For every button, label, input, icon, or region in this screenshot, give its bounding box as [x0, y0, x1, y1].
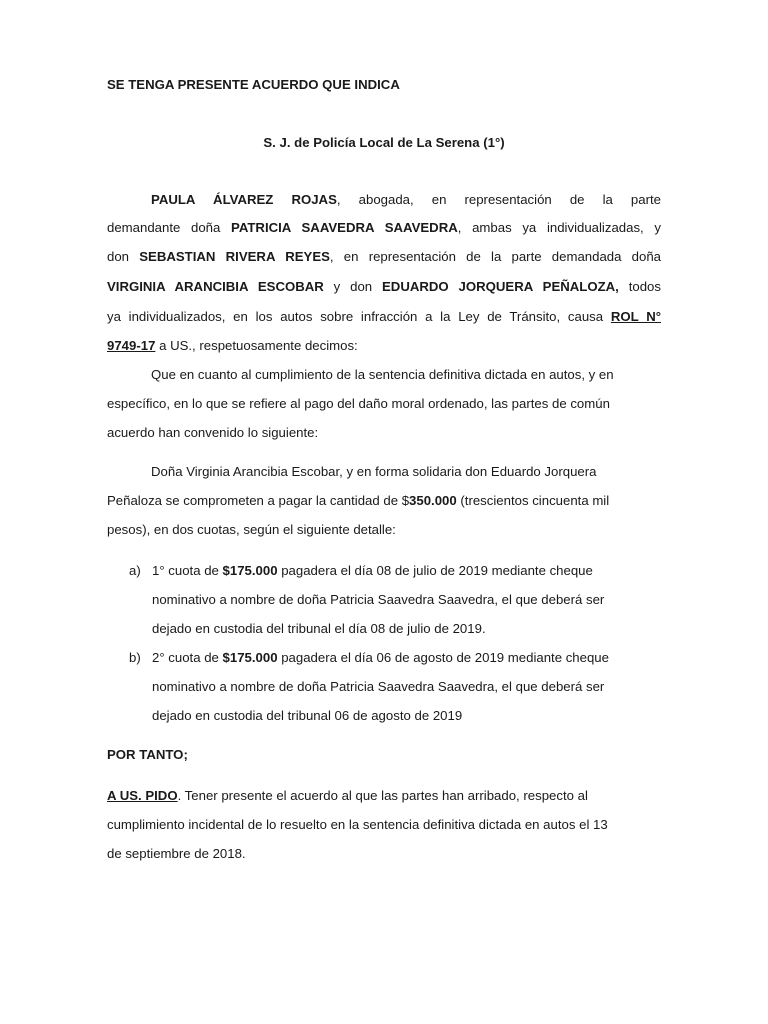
intro-line-2-text-a: demandante doña	[107, 220, 232, 235]
para2-line-1: Que en cuanto al cumplimiento de la sentencia definitiva dictada en autos, y en	[151, 367, 614, 382]
intro-line-6-text: a US., respetuosamente decimos:	[155, 338, 358, 353]
closing-line-2: cumplimiento incidental de lo resuelto en la sentencia definitiva dictada en autos el 13	[107, 817, 608, 832]
intro-line-2	[107, 220, 661, 236]
para3-line-3: pesos), en dos cuotas, según el siguiente detalle:	[107, 522, 396, 537]
para3-line-2-text-b: (trescientos cincuenta mil	[456, 493, 610, 508]
intro-line-4-text-end: todos	[618, 279, 661, 294]
defendant-name-1: VIRGINIA ARANCIBIA ESCOBAR	[107, 279, 324, 294]
court-heading: S. J. de Policía Local de La Serena (1°)	[263, 135, 505, 150]
defense-lawyer-name: SEBASTIAN RIVERA REYES	[139, 249, 330, 264]
item-b-line-1-text-b: pagadera el día 06 de agosto de 2019 mediante cheque	[277, 650, 609, 665]
item-b-line-2: nominativo a nombre de doña Patricia Saavedra Saavedra, el que deberá ser	[152, 679, 605, 694]
intro-line-5-text: ya individualizados, en los autos sobre infracción a la Ley de Tránsito, causa	[107, 309, 611, 324]
item-b-line-3: dejado en custodia del tribunal 06 de agosto de 2019	[152, 708, 463, 723]
intro-line-3-text-a: don	[107, 249, 140, 264]
intro-line-2-text-b: , ambas ya individualizadas, y	[457, 220, 661, 235]
defendant-name-2: EDUARDO JORQUERA PEÑALOZA,	[382, 279, 619, 294]
pido-label: A US. PIDO	[107, 788, 178, 803]
item-a-line-1-text-b: pagadera el día 08 de julio de 2019 mediante cheque	[277, 563, 593, 578]
intro-line-5	[107, 309, 661, 325]
item-a-line-3: dejado en custodia del tribunal el día 08 de julio de 2019.	[152, 621, 486, 636]
intro-line-3-text-b: , en representación de la parte demandada doña	[329, 249, 661, 264]
para3-line-2-text-a: Peñaloza se comprometen a pagar la cantidad de $	[107, 493, 410, 508]
document-title: SE TENGA PRESENTE ACUERDO QUE INDICA	[107, 77, 400, 92]
item-a-line-1	[152, 563, 593, 579]
para3-line-1: Doña Virginia Arancibia Escobar, y en forma solidaria don Eduardo Jorquera	[151, 464, 597, 479]
intro-line-4-text-mid: y don	[323, 279, 382, 294]
total-amount: 350.000	[409, 493, 457, 508]
intro-line-6	[107, 338, 661, 354]
plaintiff-name: PATRICIA SAAVEDRA SAAVEDRA	[231, 220, 458, 235]
para2-line-3: acuerdo han convenido lo siguiente:	[107, 425, 319, 440]
item-a-marker: a)	[129, 563, 141, 578]
item-a-amount: $175.000	[222, 563, 278, 578]
para2-line-2: específico, en lo que se refiere al pago del daño moral ordenado, las partes de común	[107, 396, 610, 411]
item-b-line-1	[152, 650, 609, 666]
closing-line-1-text: . Tener presente el acuerdo al que las partes han arribado, respecto al	[177, 788, 588, 803]
intro-line-1-text: , abogada, en representación de la parte	[336, 192, 661, 207]
closing-line-3: de septiembre de 2018.	[107, 846, 246, 861]
item-b-amount: $175.000	[222, 650, 278, 665]
item-a-line-1-text-a: 1° cuota de	[152, 563, 223, 578]
lawyer-name: PAULA ÁLVAREZ ROJAS	[151, 192, 337, 207]
para3-line-2	[107, 493, 661, 509]
por-tanto-heading: POR TANTO;	[107, 747, 188, 762]
item-a-line-2: nominativo a nombre de doña Patricia Saavedra Saavedra, el que deberá ser	[152, 592, 605, 607]
closing-line-1	[107, 788, 661, 804]
item-b-marker: b)	[129, 650, 141, 665]
intro-line-1	[107, 192, 661, 208]
intro-line-4	[107, 279, 661, 295]
case-rol-number: 9749-17	[107, 338, 156, 353]
case-rol-label: ROL N°	[610, 309, 661, 324]
intro-line-3	[107, 249, 661, 265]
item-b-line-1-text-a: 2° cuota de	[152, 650, 223, 665]
